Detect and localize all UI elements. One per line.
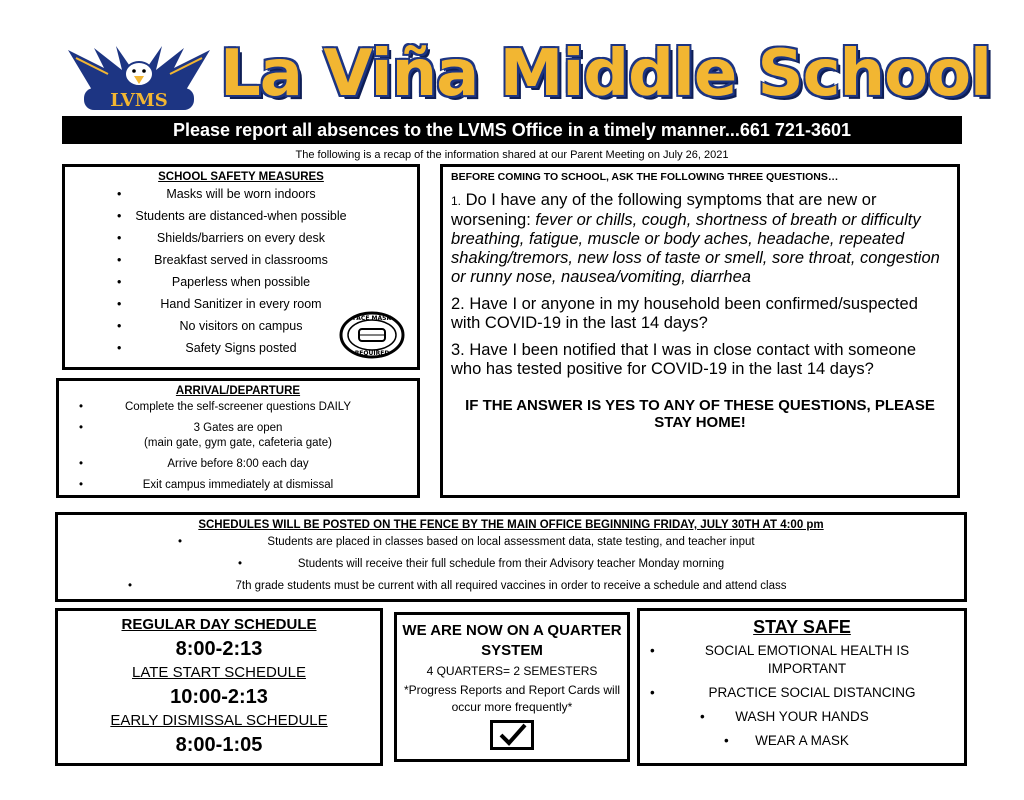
face-mask-sign-icon [339,311,405,359]
list-item: • Students will receive their full schedule from their Advisory teacher Monday morning [58,553,964,575]
arrival-title: ARRIVAL/DEPARTURE [175,385,301,397]
schedules-posted-box [55,512,967,602]
list-item: • Shields/barriers on every desk [65,227,417,249]
list-item [59,418,417,454]
stay-safe-title: STAY SAFE [753,617,851,637]
question-1 [451,191,949,287]
list-item: • Breakfast served in classrooms [65,249,417,271]
stay-safe-list [640,639,964,753]
logo-text: LVMS [110,90,168,111]
questions-title: BEFORE COMING TO SCHOOL, ASK THE FOLLOWING THREE QUESTIONS… [451,171,839,183]
quarter-line-1: 4 QUARTERS= 2 SEMESTERS [426,664,598,678]
list-item: • WASH YOUR HANDS [640,705,964,729]
question-1-lead: Do I have any of the following symptoms that are new or worsening: [451,191,877,229]
sign-bottom-text: REQUIRED [354,350,390,357]
question-1-symptoms: fever or chills, cough, shortness of breath or difficulty breathing, fatigue, muscle or body aches, headache, repeated shaking/tremors, new loss of taste or smell, sore throat, congestion or runny nose, nausea/vomiting, diarrhea [451,211,940,286]
regular-day-time: 8:00-2:13 [175,638,263,660]
quarter-title: WE ARE NOW ON A QUARTER SYSTEM [402,622,622,659]
posted-list [58,531,964,597]
school-title: La Viña Middle School [220,37,991,111]
early-dismissal-time: 8:00-1:05 [175,734,263,756]
late-start-label: LATE START SCHEDULE [132,664,306,681]
regular-day-label: REGULAR DAY SCHEDULE [121,616,317,633]
list-item: • Hand Sanitizer in every room [65,293,417,315]
gates-detail: (main gate, gym gate, cafeteria gate) [144,437,332,449]
gates-open: 3 Gates are open [193,422,283,434]
quarter-system-box [394,612,630,762]
list-item: • Exit campus immediately at dismissal [59,475,417,496]
sign-top-text: FACE MASK [352,315,392,322]
list-item: • WEAR A MASK [640,729,964,753]
list-item: • 7th grade students must be current with all required vaccines in order to receive a schedule and attend class [58,575,964,597]
list-item: • PRACTICE SOCIAL DISTANCING [640,681,964,705]
question-1-number: 1. [451,194,462,208]
list-item: • SOCIAL EMOTIONAL HEALTH IS IMPORTANT [640,639,964,681]
absence-banner: Please report all absences to the LVMS Office in a timely manner...661 721-3601 [62,116,962,144]
day-schedule-box [55,608,383,766]
safety-title: SCHOOL SAFETY MEASURES [158,171,324,183]
list-item: • Arrive before 8:00 each day [59,454,417,475]
posted-title: SCHEDULES WILL BE POSTED ON THE FENCE BY THE MAIN OFFICE BEGINNING FRIDAY, JULY 30TH AT 4:00 pm [198,519,824,531]
stay-safe-box [637,608,967,766]
quarter-line-2: *Progress Reports and Report Cards will occur more frequently* [403,683,621,714]
screening-questions-box [440,164,960,498]
stay-home-notice: IF THE ANSWER IS YES TO ANY OF THESE QUESTIONS, PLEASE STAY HOME! [465,397,935,431]
list-item: • Students are placed in classes based on local assessment data, state testing, and teacher input [58,531,964,553]
question-3: 3. Have I been notified that I was in close contact with someone who has tested positive for COVID-19 in the last 14 days? [451,341,917,378]
meeting-recap: The following is a recap of the information shared at our Parent Meeting on July 26, 2021 [295,149,729,161]
arrival-list [59,397,417,496]
late-start-time: 10:00-2:13 [170,686,268,708]
safety-measures-box [62,164,420,370]
list-item: • No visitors on campus [65,315,417,337]
list-item: • Masks will be worn indoors [65,183,417,205]
question-2: 2. Have I or anyone in my household been confirmed/suspected with COVID-19 in the last 14 days? [451,295,918,332]
arrival-departure-box [56,378,420,498]
early-dismissal-label: EARLY DISMISSAL SCHEDULE [110,712,328,729]
list-item: • Students are distanced-when possible [65,205,417,227]
school-logo [64,40,214,116]
list-item: • Safety Signs posted [65,337,417,359]
checkbox-icon [490,720,534,750]
list-item: • Complete the self-screener questions DAILY [59,397,417,418]
list-item: • Paperless when possible [65,271,417,293]
